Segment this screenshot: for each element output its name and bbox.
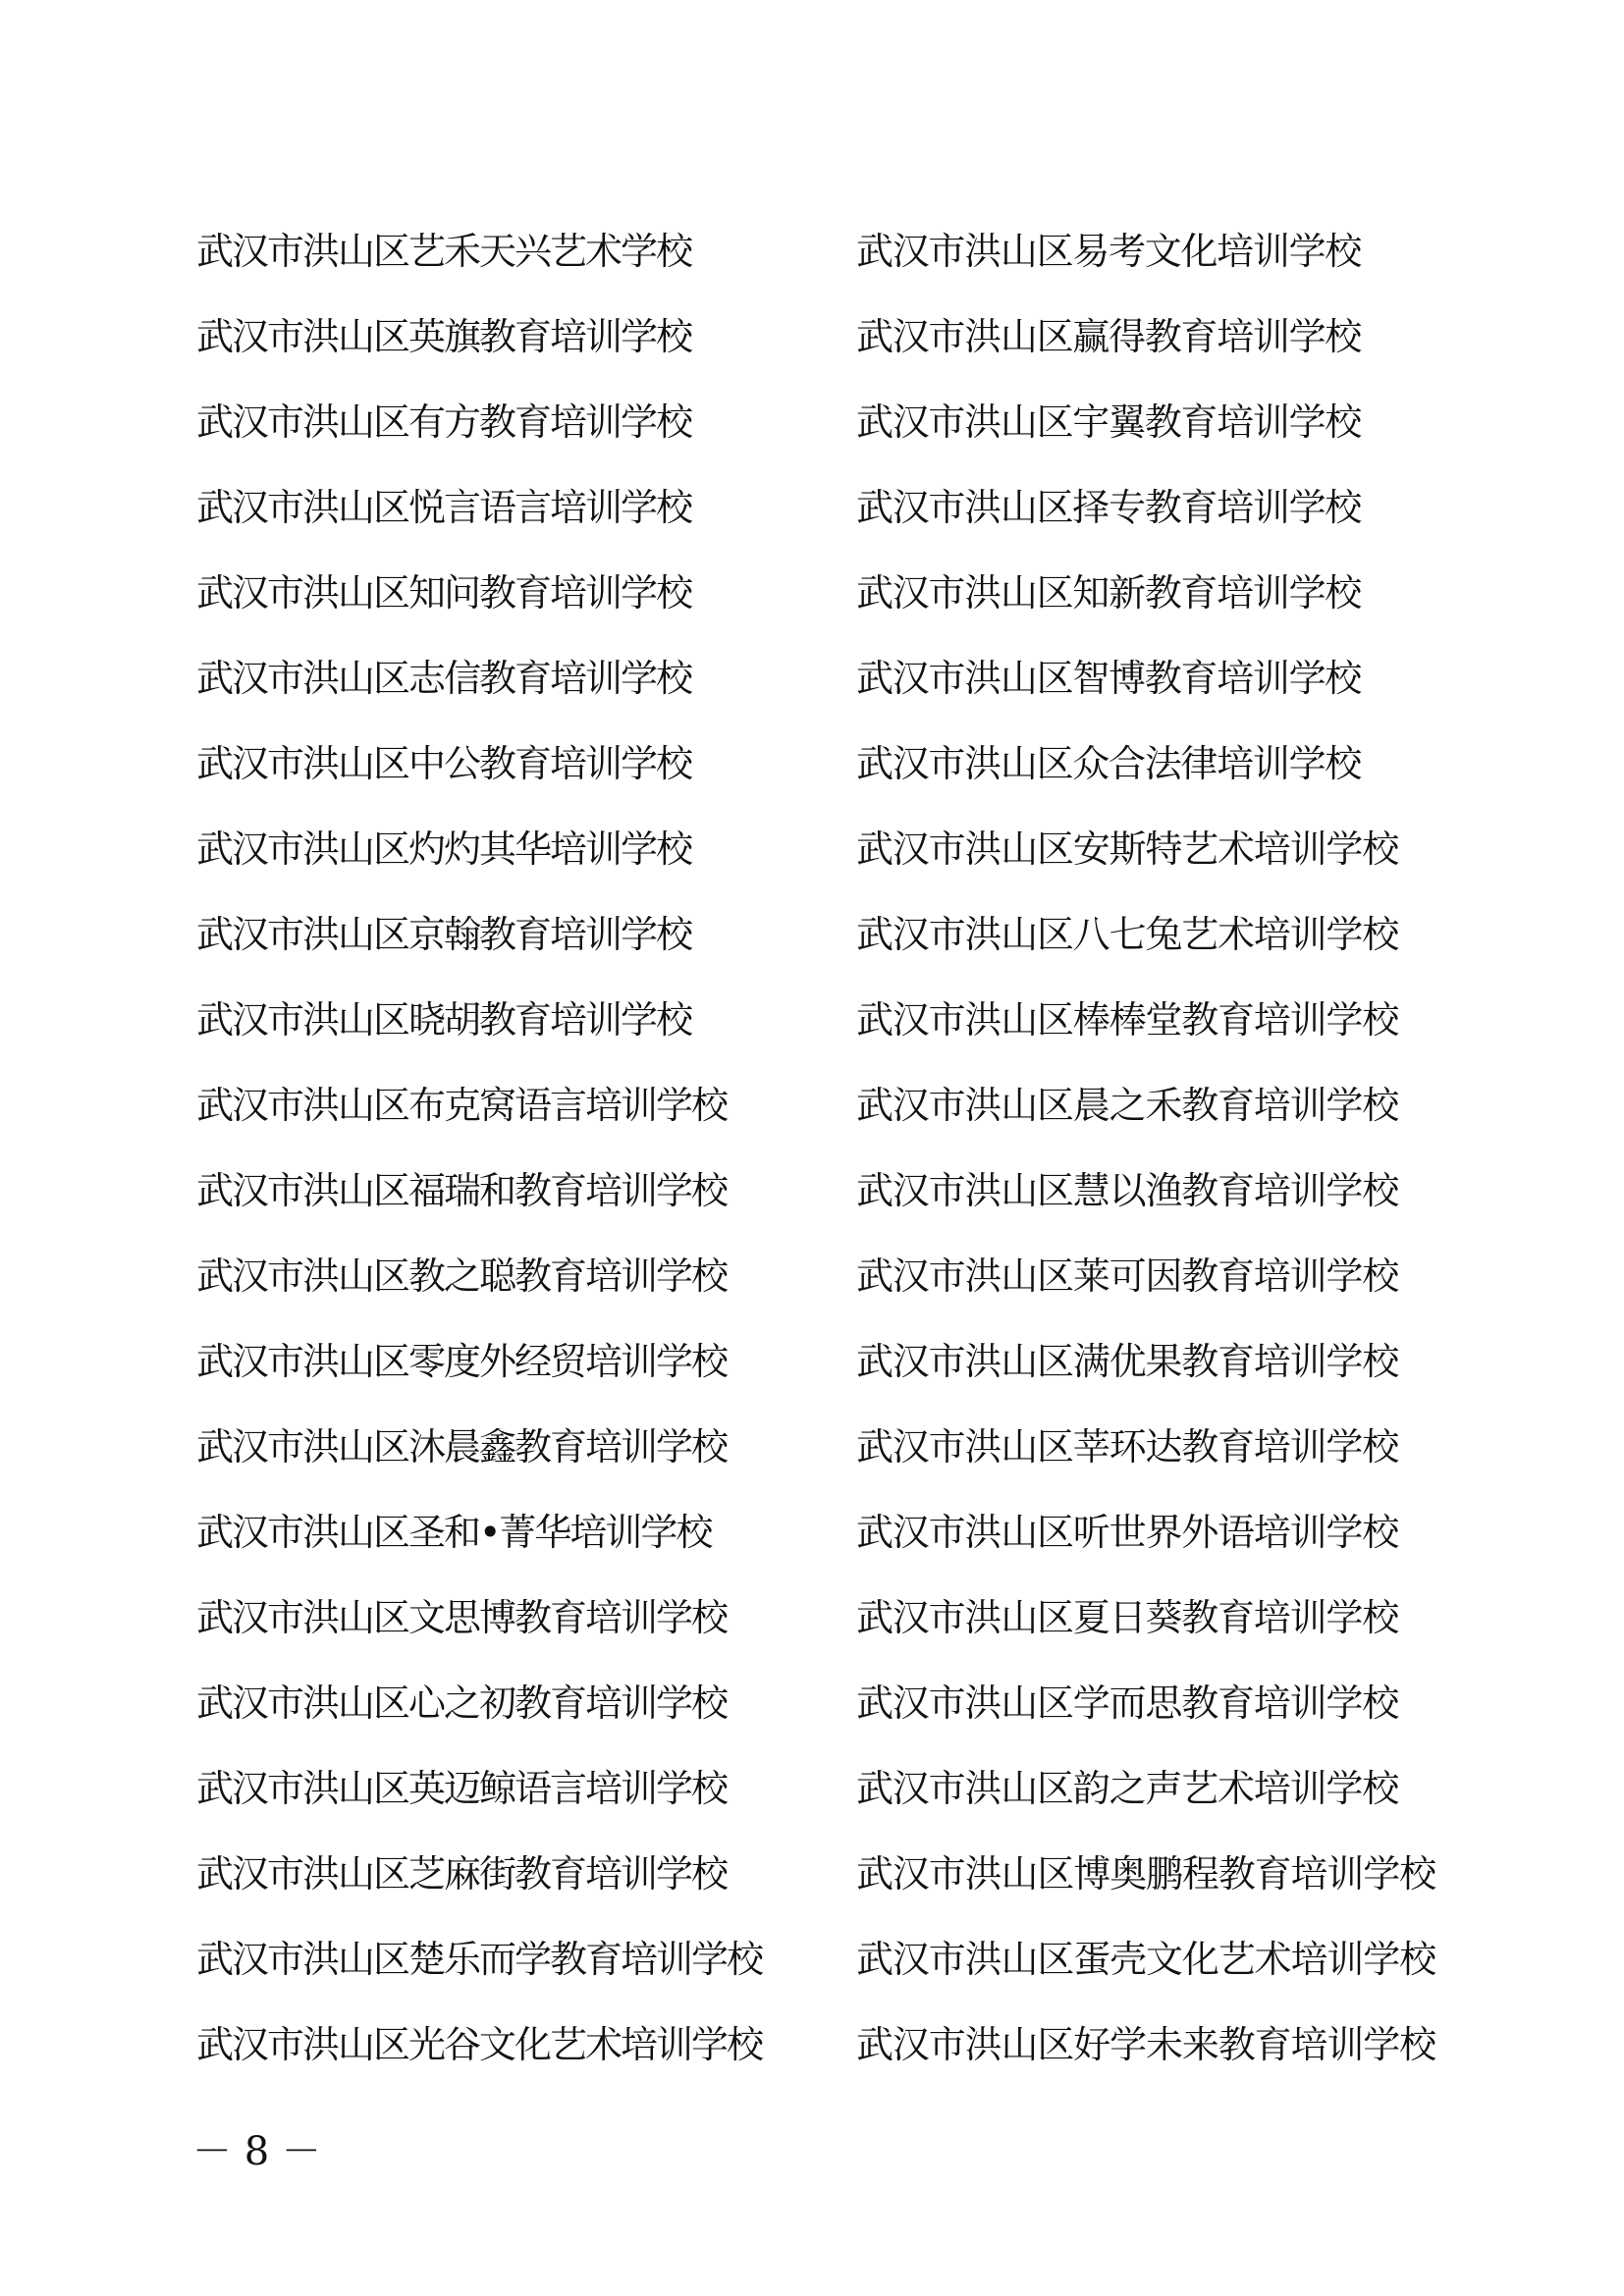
school-name-right: 武汉市洪山区晨之禾教育培训学校 bbox=[856, 1083, 1399, 1127]
school-name-left: 武汉市洪山区灼灼其华培训学校 bbox=[196, 827, 692, 871]
school-name-left: 武汉市洪山区文思博教育培训学校 bbox=[196, 1595, 728, 1639]
school-name-left: 武汉市洪山区知问教育培训学校 bbox=[196, 570, 692, 614]
school-row bbox=[196, 464, 1463, 550]
school-row bbox=[196, 1062, 1463, 1148]
school-name-left: 武汉市洪山区英旗教育培训学校 bbox=[196, 314, 692, 358]
school-name-left: 武汉市洪山区零度外经贸培训学校 bbox=[196, 1339, 728, 1383]
school-row bbox=[196, 294, 1463, 379]
school-name-right: 武汉市洪山区蛋壳文化艺术培训学校 bbox=[856, 1937, 1436, 1981]
school-name-left: 武汉市洪山区福瑞和教育培训学校 bbox=[196, 1168, 728, 1212]
school-name-right: 武汉市洪山区学而思教育培训学校 bbox=[856, 1681, 1399, 1725]
school-name-left: 武汉市洪山区楚乐而学教育培训学校 bbox=[196, 1937, 763, 1981]
school-name-left: 武汉市洪山区英迈鲸语言培训学校 bbox=[196, 1766, 728, 1810]
school-name-right: 武汉市洪山区赢得教育培训学校 bbox=[856, 314, 1362, 358]
school-list bbox=[196, 208, 1463, 2087]
school-name-right: 武汉市洪山区安斯特艺术培训学校 bbox=[856, 827, 1399, 871]
school-name-left: 武汉市洪山区圣和•菁华培训学校 bbox=[196, 1510, 712, 1554]
school-name-left: 武汉市洪山区晓胡教育培训学校 bbox=[196, 997, 692, 1041]
school-name-left: 武汉市洪山区布克窝语言培训学校 bbox=[196, 1083, 728, 1127]
school-name-right: 武汉市洪山区满优果教育培训学校 bbox=[856, 1339, 1399, 1383]
page-number: － 8 － bbox=[192, 2129, 321, 2174]
school-row bbox=[196, 1831, 1463, 1916]
school-row bbox=[196, 1745, 1463, 1831]
school-name-left: 武汉市洪山区艺禾天兴艺术学校 bbox=[196, 229, 692, 273]
school-name-left: 武汉市洪山区京翰教育培训学校 bbox=[196, 912, 692, 956]
school-name-right: 武汉市洪山区慧以渔教育培训学校 bbox=[856, 1168, 1399, 1212]
school-row bbox=[196, 1148, 1463, 1233]
school-name-right: 武汉市洪山区棒棒堂教育培训学校 bbox=[856, 997, 1399, 1041]
school-name-right: 武汉市洪山区知新教育培训学校 bbox=[856, 570, 1362, 614]
school-row bbox=[196, 1233, 1463, 1318]
school-row bbox=[196, 721, 1463, 806]
school-name-left: 武汉市洪山区芝麻街教育培训学校 bbox=[196, 1851, 728, 1896]
school-name-left: 武汉市洪山区教之聪教育培训学校 bbox=[196, 1254, 728, 1298]
school-name-left: 武汉市洪山区志信教育培训学校 bbox=[196, 656, 692, 700]
school-name-left: 武汉市洪山区心之初教育培训学校 bbox=[196, 1681, 728, 1725]
school-row bbox=[196, 379, 1463, 464]
school-row bbox=[196, 2002, 1463, 2087]
school-name-right: 武汉市洪山区莱可因教育培训学校 bbox=[856, 1254, 1399, 1298]
school-name-right: 武汉市洪山区择专教育培训学校 bbox=[856, 485, 1362, 529]
school-name-right: 武汉市洪山区易考文化培训学校 bbox=[856, 229, 1362, 273]
school-row bbox=[196, 806, 1463, 891]
school-row bbox=[196, 1318, 1463, 1404]
school-name-left: 武汉市洪山区悦言语言培训学校 bbox=[196, 485, 692, 529]
school-name-right: 武汉市洪山区听世界外语培训学校 bbox=[856, 1510, 1399, 1554]
school-row bbox=[196, 550, 1463, 635]
school-row bbox=[196, 1489, 1463, 1575]
school-name-left: 武汉市洪山区有方教育培训学校 bbox=[196, 400, 692, 444]
school-row bbox=[196, 1660, 1463, 1745]
school-name-right: 武汉市洪山区众合法律培训学校 bbox=[856, 741, 1362, 785]
school-row bbox=[196, 1575, 1463, 1660]
school-name-left: 武汉市洪山区中公教育培训学校 bbox=[196, 741, 692, 785]
school-name-right: 武汉市洪山区好学未来教育培训学校 bbox=[856, 2022, 1436, 2066]
school-name-right: 武汉市洪山区博奥鹏程教育培训学校 bbox=[856, 1851, 1436, 1896]
school-name-left: 武汉市洪山区沐晨鑫教育培训学校 bbox=[196, 1424, 728, 1468]
school-name-left: 武汉市洪山区光谷文化艺术培训学校 bbox=[196, 2022, 763, 2066]
school-row bbox=[196, 891, 1463, 977]
school-row bbox=[196, 208, 1463, 294]
school-name-right: 武汉市洪山区韵之声艺术培训学校 bbox=[856, 1766, 1399, 1810]
school-name-right: 武汉市洪山区宇翼教育培训学校 bbox=[856, 400, 1362, 444]
school-name-right: 武汉市洪山区八七兔艺术培训学校 bbox=[856, 912, 1399, 956]
school-row bbox=[196, 1916, 1463, 2002]
school-row bbox=[196, 1404, 1463, 1489]
school-name-right: 武汉市洪山区智博教育培训学校 bbox=[856, 656, 1362, 700]
school-name-right: 武汉市洪山区莘环达教育培训学校 bbox=[856, 1424, 1399, 1468]
school-row bbox=[196, 635, 1463, 721]
school-name-right: 武汉市洪山区夏日葵教育培训学校 bbox=[856, 1595, 1399, 1639]
school-row bbox=[196, 977, 1463, 1062]
